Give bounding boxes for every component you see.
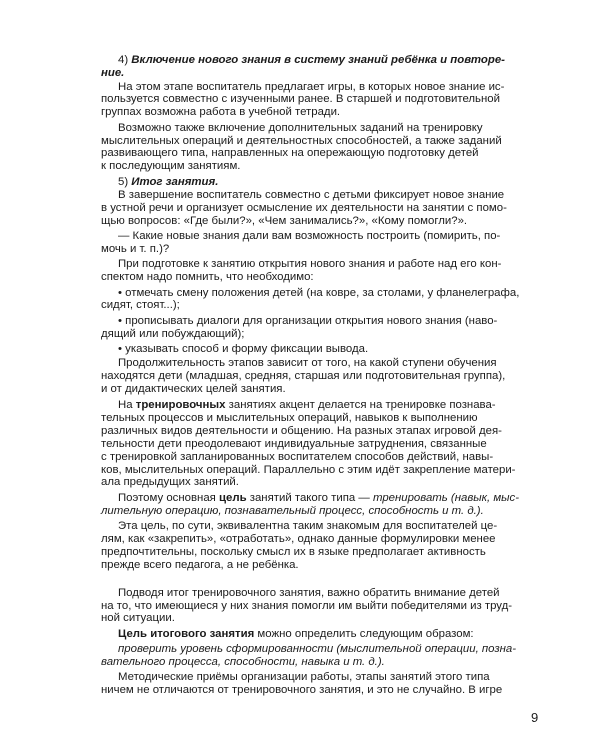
paragraph-line: Цель итогового занятия можно определить следующим образом: xyxy=(118,627,474,640)
paragraph-line: Методические приёмы организации работы, этапы занятий этого типа xyxy=(118,671,490,684)
paragraph-line: Продолжительность этапов зависит от того, на какой ступени обучения xyxy=(118,357,497,370)
paragraph-line: в устной речи и организует осмысление их деятельности на занятии с помо- xyxy=(101,202,507,214)
paragraph-line: тельных процессов и мыслительных операций, навыков к выполнению xyxy=(101,412,478,424)
bullet-item: • прописывать диалоги для организации открытия нового знания (наво- xyxy=(118,314,498,327)
paragraph-line: прежде всего педагога, а не ребёнка. xyxy=(101,558,299,571)
paragraph-line: ной ситуации. xyxy=(101,612,175,625)
page-number: 9 xyxy=(531,710,539,725)
paragraph-line: находятся дети (младшая, средняя, старшая или подготовительная группа), xyxy=(101,370,506,383)
section-4-heading-line-2: ние. xyxy=(101,66,125,79)
paragraph-line: мочь и т. п.)? xyxy=(101,243,170,256)
bullet-item: • отмечать смену положения детей (на ковре, за столами, у фланелеграфа, xyxy=(118,286,520,299)
paragraph-line: В завершение воспитатель совместно с детьми фиксирует новое знание xyxy=(118,189,505,202)
paragraph-line: спектом надо помнить, что необходимо: xyxy=(101,271,314,284)
paragraph-line: лительную операцию, познавательный процесс, способность и т. д.). xyxy=(101,504,484,517)
paragraph-line: лям, как «закрепить», «отработать», однако данные формулировки менее xyxy=(101,532,496,545)
paragraph-line: вательного процесса, способности, навыка и т. д.). xyxy=(101,655,385,668)
paragraph-line: и от дидактических целей занятия. xyxy=(101,383,286,396)
paragraph-line: предпочтительны, поскольку смысл их в языке предполагает активность xyxy=(101,545,486,558)
paragraph-line: мыслительных операций и деятельностных способностей, а также заданий xyxy=(101,134,502,147)
paragraph-line: Подводя итог тренировочного занятия, важно обратить внимание детей xyxy=(118,586,500,599)
paragraph-line: щью вопросов: «Где были?», «Чем занимались?», «Кому помогли?». xyxy=(101,214,468,227)
paragraph-line: При подготовке к занятию открытия нового знания и работе над его кон- xyxy=(118,258,502,271)
paragraph-line: к последующим занятиям. xyxy=(101,160,241,173)
term-training: тренировочных xyxy=(135,399,226,412)
section-number: 4) xyxy=(118,54,132,66)
section-title: Включение нового знания в систему знаний ребёнка и повторе- xyxy=(131,54,505,66)
bullet-item: • указывать способ и форму фиксации вывода. xyxy=(118,342,369,355)
paragraph-line: пользуется совместно с изученными ранее. В старшей и подготовительной xyxy=(101,93,500,106)
paragraph-line: развивающего типа, направленных на опережающую подготовку детей xyxy=(101,147,479,160)
paragraph-line: с тренировкой запланированных воспитателем способов действий, навы- xyxy=(101,450,494,463)
paragraph-line: тельности дети преодолевают индивидуальные затруднения, связанные xyxy=(101,437,487,450)
paragraph-line: — Какие новые знания дали вам возможность построить (помирить, по- xyxy=(118,230,501,243)
paragraph-line: различных видов деятельности и общению. На разных этапах игровой дея- xyxy=(101,424,502,437)
paragraph-line: проверить уровень сформированности (мыслительной операции, позна- xyxy=(118,643,517,655)
paragraph-line: ков, мыслительных операций. Параллельно с этим идёт закрепление матери- xyxy=(101,463,516,476)
paragraph-line: ничем не отличаются от тренировочного занятия, и это не случайно. В игре xyxy=(101,684,503,696)
paragraph-line: На тренировочных занятиях акцент делается на тренировке познава- xyxy=(118,399,496,412)
paragraph-line: на то, что имеющиеся у них знания помогли им выйти победителями из труд- xyxy=(101,599,513,612)
paragraph-line: На этом этапе воспитатель предлагает игры, в которых новое знание ис- xyxy=(118,80,505,93)
term-goal: цель xyxy=(219,491,247,504)
bullet-item-continuation: сидят, стоят...); xyxy=(101,299,180,312)
paragraph-line: ала предыдущих занятий. xyxy=(101,476,239,489)
section-number: 5) xyxy=(118,175,132,188)
bullet-item-continuation: дящий или побуждающий); xyxy=(101,327,245,340)
paragraph-line: Эта цель, по сути, эквивалентна таким знакомым для воспитателей це- xyxy=(118,519,498,532)
paragraph-line: Возможно также включение дополнительных заданий на тренировку xyxy=(118,121,483,134)
paragraph-line: группах возможна работа в учебной тетради. xyxy=(101,106,341,119)
paragraph-line: Поэтому основная цель занятий такого типа — тренировать (навык, мыс- xyxy=(118,491,520,504)
section-title: Итог занятия. xyxy=(131,175,219,188)
